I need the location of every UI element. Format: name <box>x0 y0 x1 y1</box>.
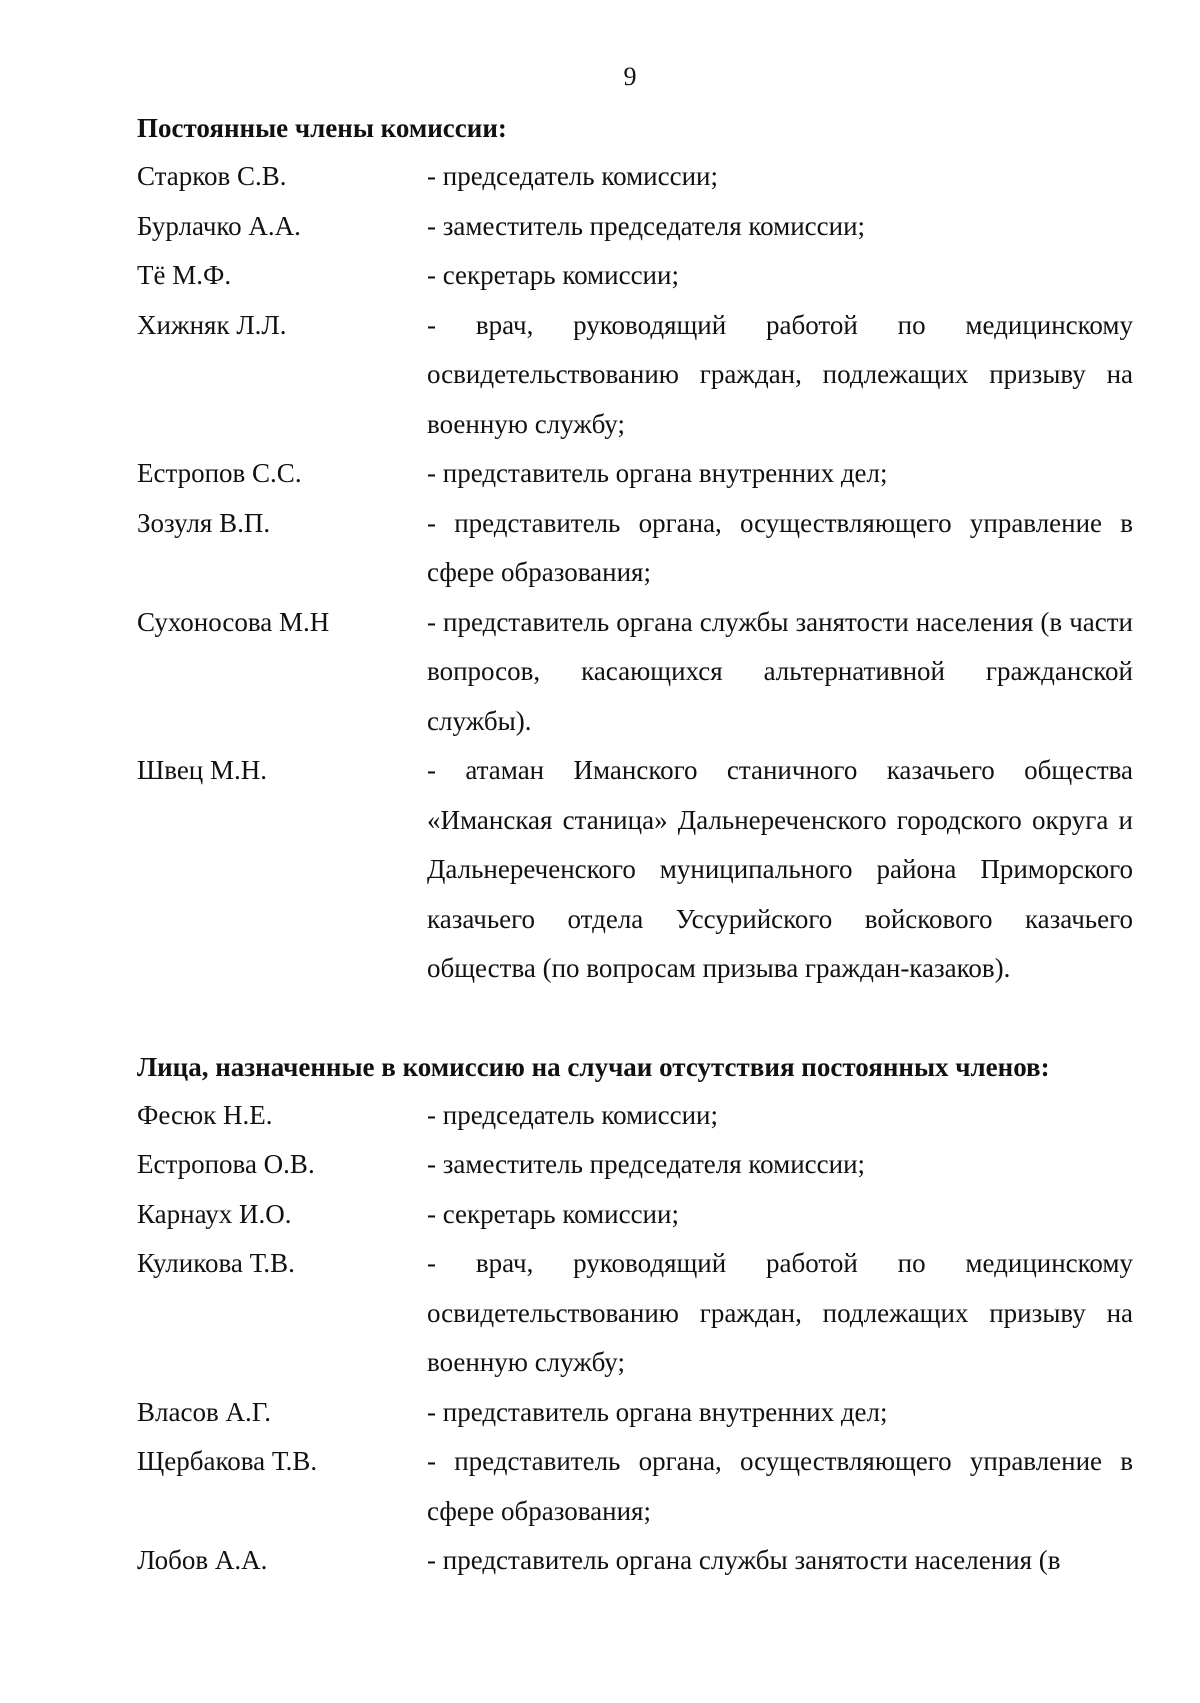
member-row <box>137 202 1133 252</box>
member-name: Естропова О.В. <box>137 1149 315 1179</box>
member-row <box>137 1190 1133 1240</box>
page-number: 9 <box>623 62 637 91</box>
section-substitute-members <box>137 1043 1133 1586</box>
member-row <box>137 1536 1133 1586</box>
member-role: - врач, руководящий работой по медицинскому освидетельствованию граждан, подлежащих призыву на военную службу; <box>427 1248 1133 1377</box>
member-row <box>137 251 1133 301</box>
member-role: - председатель комиссии; <box>427 161 718 191</box>
document-body <box>137 104 1133 1586</box>
member-name: Зозуля В.П. <box>137 507 271 538</box>
member-role: - секретарь комиссии; <box>427 1198 679 1229</box>
member-row <box>137 1437 1133 1536</box>
member-name: Швец М.Н. <box>137 755 268 785</box>
member-role: - представитель органа внутренних дел; <box>427 458 888 488</box>
member-row <box>137 1388 1133 1438</box>
section-heading: Лица, назначенные в комиссию на случаи отсутствия постоянных членов: <box>137 1051 1050 1082</box>
member-role: - заместитель председателя комиссии; <box>427 1149 866 1179</box>
member-name: Фесюк Н.Е. <box>137 1099 273 1130</box>
member-row <box>137 449 1133 499</box>
member-role: - заместитель председателя комиссии; <box>427 210 866 241</box>
member-row <box>137 1140 1133 1190</box>
section-spacer <box>137 994 1133 1043</box>
member-role: - представитель органа внутренних дел; <box>427 1396 888 1427</box>
member-row <box>137 301 1133 450</box>
member-name: Хижняк Л.Л. <box>137 309 287 340</box>
member-row <box>137 746 1133 994</box>
member-row <box>137 1091 1133 1141</box>
member-name: Щербакова Т.В. <box>137 1446 318 1476</box>
member-role: - представитель органа, осуществляющего управление в сфере образования; <box>427 1446 1133 1526</box>
member-role: - представитель органа, осуществляющего управление в сфере образования; <box>427 507 1133 587</box>
member-row <box>137 598 1133 747</box>
member-name: Лобов А.А. <box>137 1545 268 1575</box>
member-name: Тё М.Ф. <box>137 260 232 290</box>
member-role: - председатель комиссии; <box>427 1099 718 1130</box>
member-name: Куликова Т.В. <box>137 1248 295 1278</box>
member-role: - секретарь комиссии; <box>427 260 679 290</box>
member-row <box>137 499 1133 598</box>
member-role: - врач, руководящий работой по медицинскому освидетельствованию граждан, подлежащих призыву на военную службу; <box>427 309 1133 439</box>
section-heading: Постоянные члены комиссии: <box>137 113 507 143</box>
member-name: Естропов С.С. <box>137 458 302 488</box>
member-name: Бурлачко А.А. <box>137 210 301 241</box>
section-permanent-members <box>137 104 1133 994</box>
member-name: Сухоносова М.Н <box>137 606 330 637</box>
member-name: Власов А.Г. <box>137 1396 272 1427</box>
member-row <box>137 152 1133 202</box>
member-role: - атаман Иманского станичного казачьего общества «Иманская станица» Дальнереченского городского округа и Дальнереченского муниципального района Приморского казачьего отдела Уссурийского войскового казачьего общества (по вопросам призыва граждан-казаков). <box>427 755 1133 983</box>
member-name: Старков С.В. <box>137 161 287 191</box>
member-row <box>137 1239 1133 1388</box>
member-role: - представитель органа службы занятости населения (в <box>427 1545 1061 1575</box>
member-role: - представитель органа службы занятости населения (в части вопросов, касающихся альтернативной гражданской службы). <box>427 606 1133 736</box>
member-name: Карнаух И.О. <box>137 1198 292 1229</box>
